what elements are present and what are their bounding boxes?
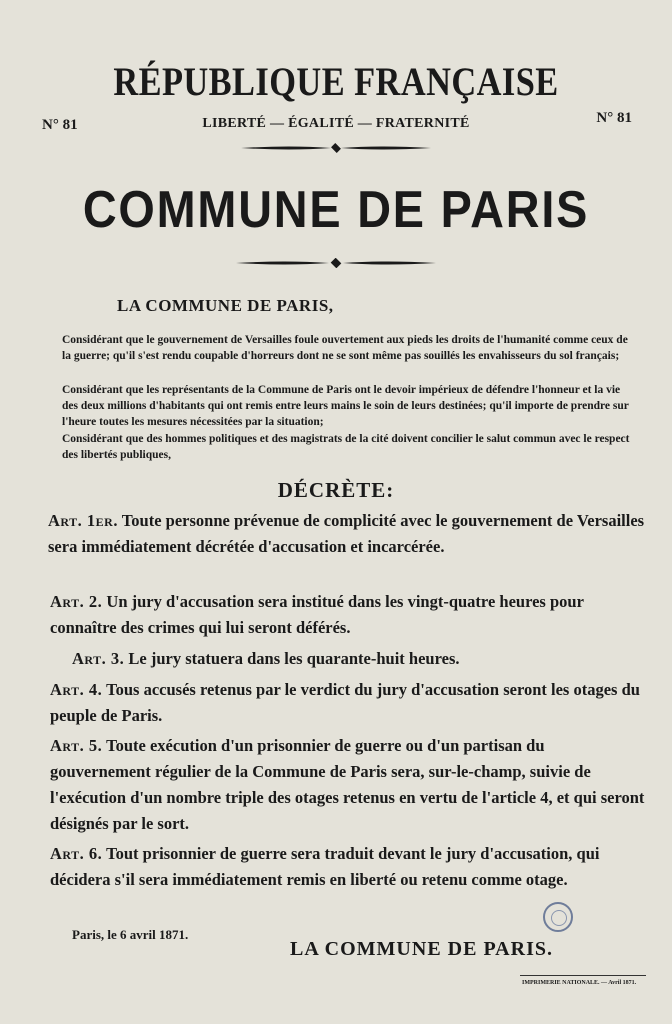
article-4-text: Tous accusés retenus par le verdict du jury d'accusation seront les otages du peuple de Paris. bbox=[50, 680, 640, 725]
article-3-text: Le jury statuera dans les quarante-huit heures. bbox=[128, 649, 460, 668]
imprint-rule bbox=[520, 975, 646, 976]
article-4-label: Art. 4. bbox=[50, 680, 103, 699]
date-line: Paris, le 6 avril 1871. bbox=[72, 927, 189, 942]
library-stamp-icon bbox=[543, 902, 573, 932]
article-3 bbox=[72, 646, 646, 672]
article-6-text: Tout prisonnier de guerre sera traduit devant le jury d'accusation, qui décidera s'il sera immédiatement remis en liberté ou retenu comme otage. bbox=[50, 844, 600, 889]
article-1 bbox=[48, 508, 646, 560]
considerant-2: Considérant que les représentants de la Commune de Paris ont le devoir impérieux de défendre l'honneur et la vie des deux millions d'habitants qui ont remis entre leurs mains le soin de leurs destinées; qu'il importe de prendre sur l'heure toutes les mesures nécessitées par la situation; bbox=[62, 384, 629, 428]
republic-motto: LIBERTÉ — ÉGALITÉ — FRATERNITÉ bbox=[202, 116, 470, 131]
signature: LA COMMUNE DE PARIS. bbox=[290, 938, 553, 960]
considerant-1: Considérant que le gouvernement de Versailles foule ouvertement aux pieds les droits de l'humanité comme ceux de la guerre; qu'il s'est rendu coupable d'horreurs dont ne se sont même pas souillés les envahisseurs du sol français; bbox=[62, 334, 628, 362]
article-6-label: Art. 6. bbox=[50, 844, 103, 863]
printer-imprint: IMPRIMERIE NATIONALE. — Avril 1871. bbox=[522, 980, 637, 986]
article-3-label: Art. 3. bbox=[72, 649, 125, 668]
poster-number-left: N° 81 bbox=[42, 117, 78, 133]
article-2 bbox=[50, 589, 646, 641]
commune-title: COMMUNE DE PARIS bbox=[82, 181, 590, 239]
article-1-label: Art. 1er. bbox=[48, 511, 118, 530]
article-1-text: Toute personne prévenue de complicité avec le gouvernement de Versailles sera immédiatement décrétée d'accusation et incarcérée. bbox=[48, 511, 645, 556]
article-5 bbox=[50, 733, 646, 837]
ornament-divider-top bbox=[0, 140, 672, 150]
article-6 bbox=[50, 841, 646, 893]
poster-number-right: N° 81 bbox=[596, 110, 632, 126]
ornament-divider-bottom bbox=[0, 255, 672, 265]
decrete-heading: DÉCRÈTE: bbox=[277, 478, 395, 502]
subheading: LA COMMUNE DE PARIS, bbox=[117, 296, 334, 315]
considerant-3: Considérant que des hommes politiques et des magistrats de la cité doivent concilier le salut commun avec le respect des libertés publiques, bbox=[62, 433, 630, 461]
republic-title: RÉPUBLIQUE FRANÇAISE bbox=[113, 59, 559, 104]
article-4 bbox=[50, 677, 646, 729]
article-2-text: Un jury d'accusation sera institué dans les vingt-quatre heures pour connaître des crimes qui lui seront déférés. bbox=[50, 592, 584, 637]
article-5-text: Toute exécution d'un prisonnier de guerre ou d'un partisan du gouvernement régulier de la Commune de Paris sera, sur-le-champ, suivie de l'exécution d'un nombre triple des otages retenus en vertu de l'article 4, et qui seront désignés par le sort. bbox=[50, 736, 645, 833]
article-2-label: Art. 2. bbox=[50, 592, 103, 611]
article-5-label: Art. 5. bbox=[50, 736, 103, 755]
